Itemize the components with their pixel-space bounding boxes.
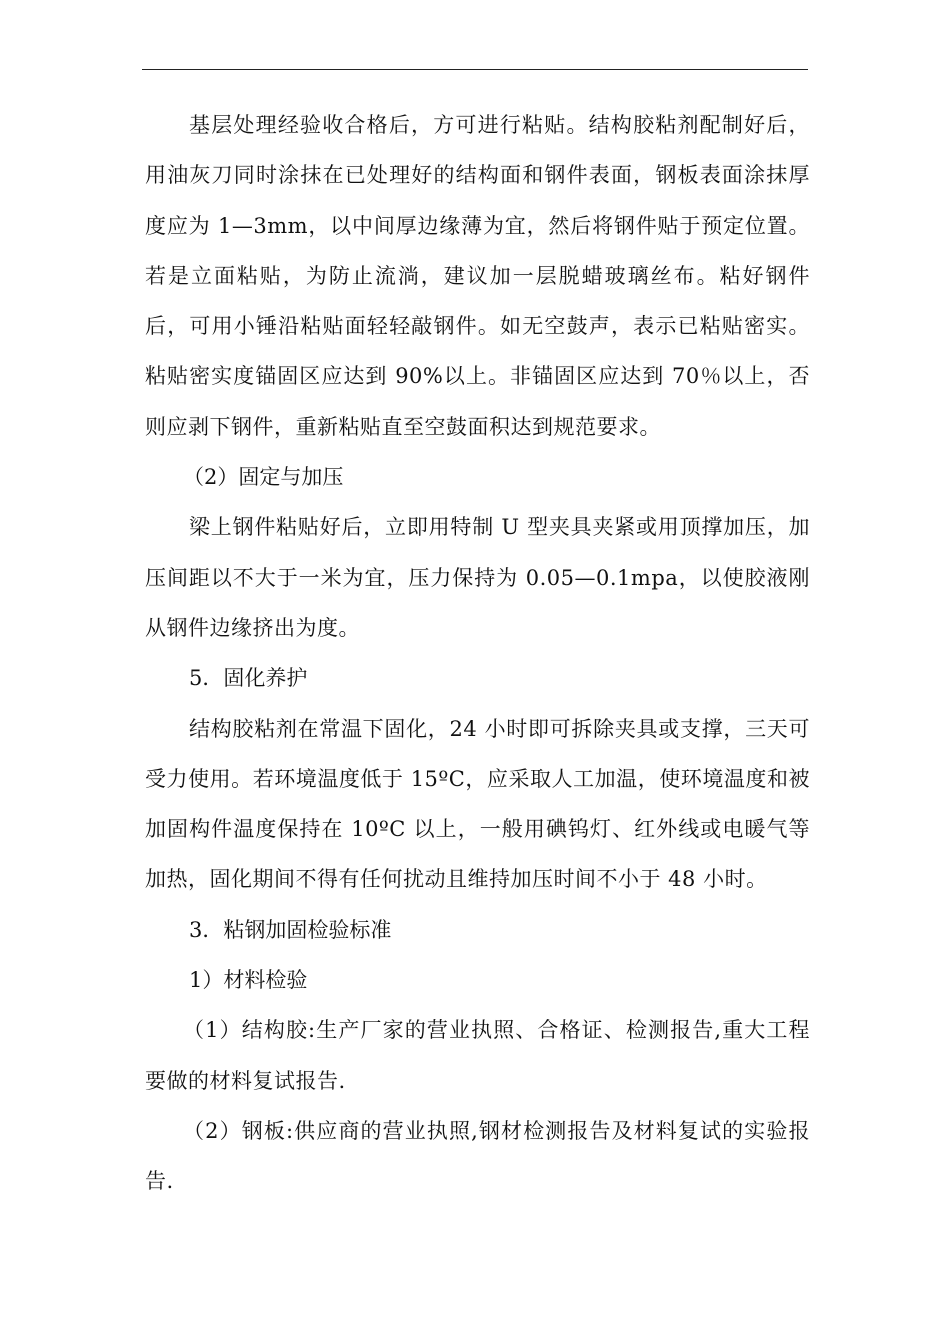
heading-curing: 5．固化养护 xyxy=(189,666,308,691)
heading-material-inspection: 1）材料检验 xyxy=(189,968,308,993)
header-rule xyxy=(142,69,808,70)
paragraph-steel-plate-docs: （2）钢板:供应商的营业执照,钢材检测报告及材料复试的实验报告. xyxy=(145,1118,810,1194)
heading-inspection-standard: 3．粘钢加固检验标准 xyxy=(189,917,392,942)
heading-fixing-and-pressing: （2）固定与加压 xyxy=(183,465,344,490)
document-body xyxy=(145,100,810,1207)
paragraph-clamping: 梁上钢件粘贴好后，立即用特制 U 型夹具夹紧或用顶撑加压，加压间距以不大于一米为宜，压力保持为 0.05—0.1mpa，以使胶液刚从钢件边缘挤出为度。 xyxy=(145,515,810,640)
paragraph-bonding-procedure: 基层处理经验收合格后，方可进行粘贴。结构胶粘剂配制好后，用油灰刀同时涂抹在已处理好的结构面和钢件表面，钢板表面涂抹厚度应为 1—3mm，以中间厚边缘薄为宜，然后将钢件贴于预定位置。若是立面粘贴，为防止流淌，建议加一层脱蜡玻璃丝布。粘好钢件后，可用小锤沿粘贴面轻轻敲钢件。如无空鼓声，表示已粘贴密实。粘贴密实度锚固区应达到 90%以上。非锚固区应达到 70％以上，否则应剥下钢件，重新粘贴直至空鼓面积达到规范要求。 xyxy=(145,113,810,439)
paragraph-curing: 结构胶粘剂在常温下固化，24 小时即可拆除夹具或支撑，三天可受力使用。若环境温度低于 15ºC，应采取人工加温，使环境温度和被加固构件温度保持在 10ºC 以上，一般用碘钨灯、红外线或电暖气等加热，固化期间不得有任何扰动且维持加压时间不小于 48 小时。 xyxy=(145,716,810,892)
paragraph-adhesive-docs: （1）结构胶:生产厂家的营业执照、合格证、检测报告,重大工程要做的材料复试报告. xyxy=(145,1018,810,1093)
